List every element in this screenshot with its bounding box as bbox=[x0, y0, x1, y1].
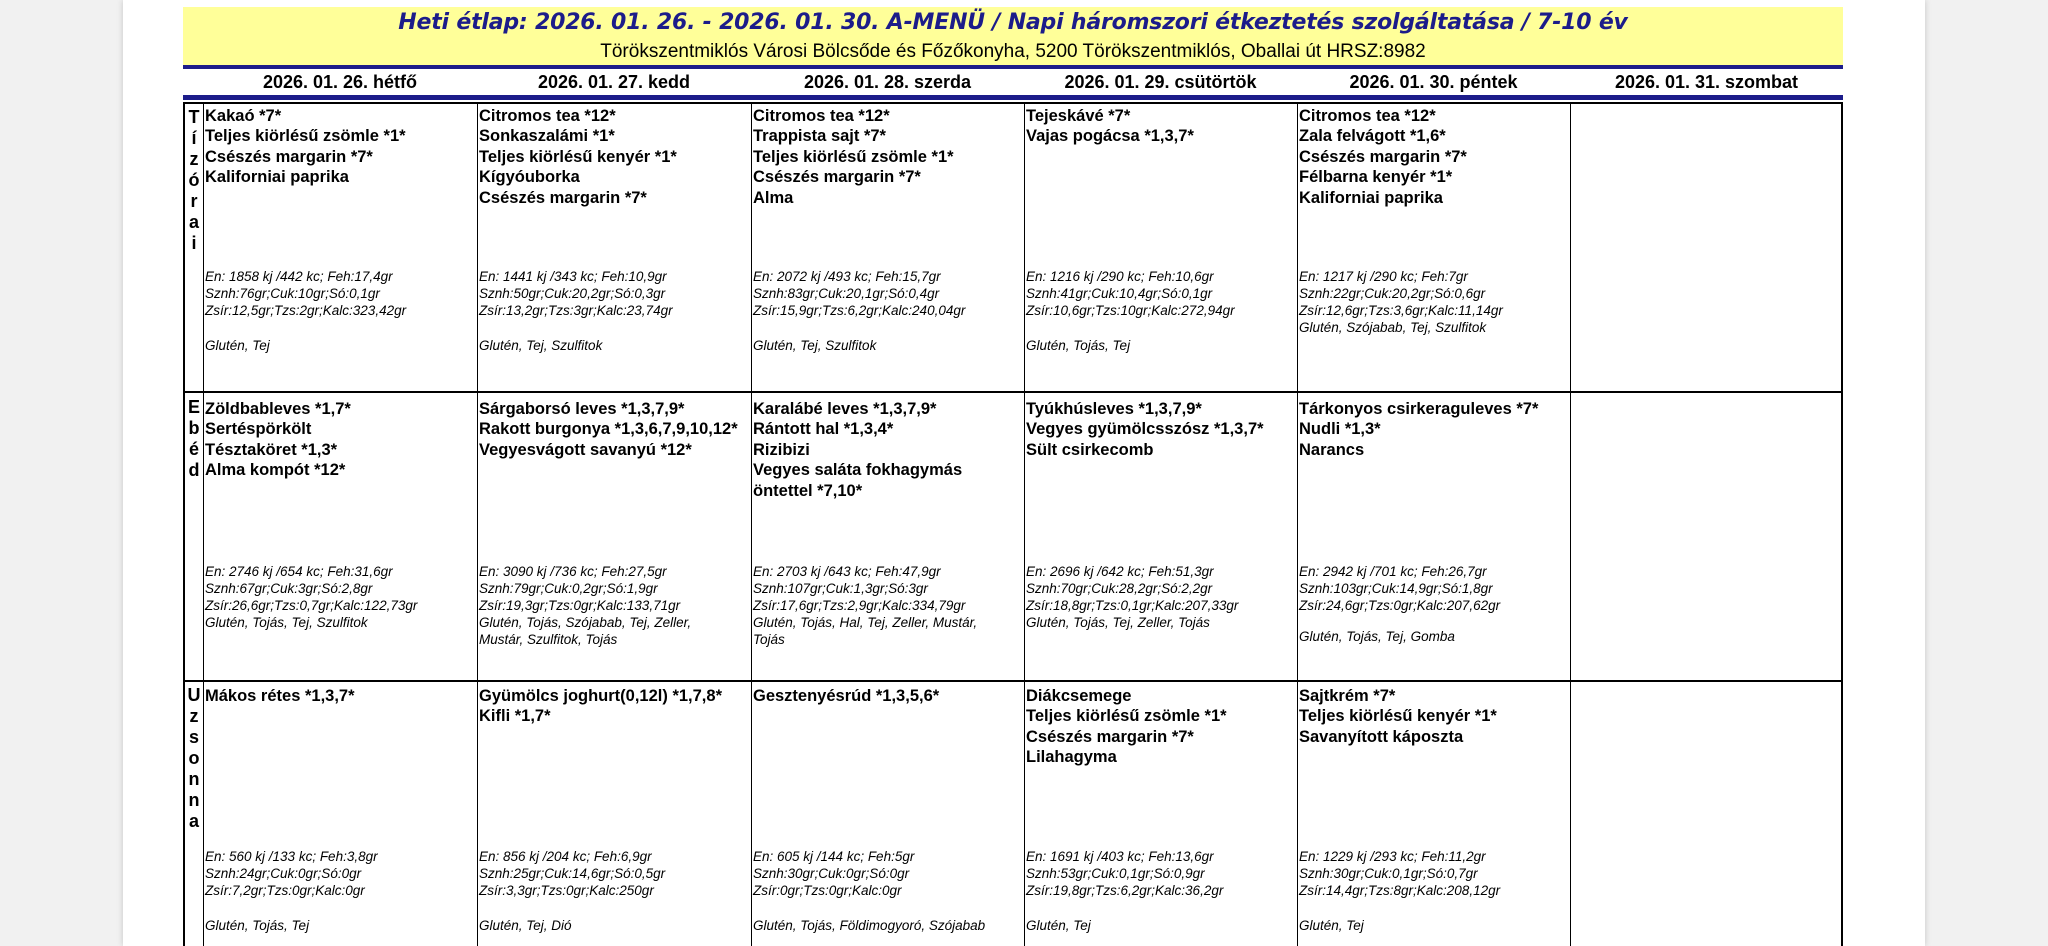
meal-items bbox=[479, 399, 749, 460]
meal-item: Rizibizi bbox=[753, 440, 810, 459]
header-rule-top bbox=[183, 65, 1843, 69]
meal-item: Zala felvágott *1,6* bbox=[1299, 127, 1446, 146]
allergen-info: Glutén, Tojás, Hal, Tej, Zeller, Mustár, Tojás bbox=[753, 615, 978, 647]
allergen-info: Glutén, Tojás, Tej, Szulfitok bbox=[205, 615, 368, 630]
day-header: 2026. 01. 28. szerda bbox=[803, 72, 972, 92]
meal-item: Tésztaköret *1,3* bbox=[205, 440, 338, 459]
menu-cell bbox=[753, 686, 1023, 933]
meal-item: Sült csirkecomb bbox=[1026, 440, 1154, 459]
meal-item: Teljes kiörlésű zsömle *1* bbox=[1026, 707, 1227, 726]
nutrition-info: En: 1217 kj /290 kc; Feh:7gr Sznh:22gr;Cuk:20,2gr;Só:0,6gr Zsír:12,6gr;Tzs:3,6gr;Kalc:11,14gr bbox=[1299, 269, 1503, 318]
meal-items bbox=[479, 686, 749, 727]
meal-item: Rántott hal *1,3,4* bbox=[753, 420, 894, 439]
meal-label-tizorai: T í z ó r a i bbox=[188, 107, 200, 253]
day-header: 2026. 01. 26. hétfő bbox=[262, 72, 418, 92]
meal-item: Tejeskávé *7* bbox=[1026, 107, 1131, 125]
allergen-info: Glutén, Tojás, Tej, Zeller, Tojás bbox=[1026, 615, 1210, 630]
menu-cell bbox=[1299, 686, 1569, 933]
menu-cell bbox=[205, 686, 475, 933]
meal-items bbox=[753, 686, 1023, 706]
meal-item: Teljes kiörlésű zsömle *1* bbox=[205, 127, 406, 146]
meal-item: Mákos rétes *1,3,7* bbox=[205, 687, 355, 705]
meal-item: Kígyóuborka bbox=[479, 168, 580, 187]
allergen-info: Glutén, Tej bbox=[1026, 918, 1091, 933]
menu-cell bbox=[1299, 106, 1569, 335]
allergen-info: Glutén, Tej bbox=[1299, 918, 1364, 933]
meal-item: Savanyított káposzta bbox=[1299, 727, 1464, 746]
meal-item: Teljes kiörlésű zsömle *1* bbox=[753, 147, 954, 166]
meal-item: Karalábé leves *1,3,7,9* bbox=[753, 400, 937, 418]
meal-items bbox=[1026, 106, 1296, 147]
meal-item: Citromos tea *12* bbox=[479, 107, 616, 125]
meal-items bbox=[205, 686, 475, 706]
meal-item: Trappista sajt *7* bbox=[753, 127, 886, 146]
meal-item: Csészés margarin *7* bbox=[205, 147, 373, 166]
meal-items bbox=[1299, 686, 1569, 747]
meal-item: Csészés margarin *7* bbox=[753, 168, 921, 187]
meal-items bbox=[1026, 686, 1296, 768]
nutrition-info: En: 2703 kj /643 kc; Feh:47,9gr Sznh:107gr;Cuk:1,3gr;Só:3gr Zsír:17,6gr;Tzs:2,9gr;Kalc:334,79gr bbox=[753, 564, 966, 613]
meal-item: Tyúkhúsleves *1,3,7,9* bbox=[1026, 400, 1202, 418]
meal-item: Tárkonyos csirkeraguleves *7* bbox=[1299, 400, 1539, 418]
meal-items bbox=[479, 106, 749, 208]
nutrition-info: En: 2072 kj /493 kc; Feh:15,7gr Sznh:83gr;Cuk:20,1gr;Só:0,4gr Zsír:15,9gr;Tzs:6,2gr;Kalc:240,04gr bbox=[753, 269, 966, 318]
row-divider bbox=[183, 680, 1843, 682]
menu-cell bbox=[1299, 399, 1569, 644]
allergen-info: Glutén, Tej, Dió bbox=[479, 918, 572, 933]
meal-label-ebed: E b é d bbox=[187, 397, 200, 480]
meal-item: Gyümölcs joghurt(0,12l) *1,7,8* bbox=[479, 687, 722, 705]
meal-item: Sonkaszalámi *1* bbox=[479, 127, 615, 146]
nutrition-info: En: 1858 kj /442 kc; Feh:17,4gr Sznh:76gr;Cuk:10gr;Só:0,1gr Zsír:12,5gr;Tzs:2gr;Kalc:323,42gr bbox=[205, 269, 407, 318]
allergen-info: Glutén, Tej bbox=[205, 338, 270, 353]
nutrition-info: En: 1229 kj /293 kc; Feh:11,2gr Sznh:30gr;Cuk:0,1gr;Só:0,7gr Zsír:14,4gr;Tzs:8gr;Kalc:208,12gr bbox=[1299, 849, 1501, 898]
allergen-info: Glutén, Tojás, Földimogyoró, Szójabab bbox=[753, 918, 986, 933]
meal-items bbox=[1299, 106, 1569, 208]
column-divider bbox=[203, 102, 204, 946]
meal-item: Sertéspörkölt bbox=[205, 420, 312, 439]
meal-item: Félbarna kenyér *1* bbox=[1299, 168, 1453, 187]
meal-item: Nudli *1,3* bbox=[1299, 420, 1381, 439]
meal-item: Csészés margarin *7* bbox=[1026, 727, 1194, 746]
meal-item: Citromos tea *12* bbox=[753, 107, 890, 125]
meal-item: Sárgaborsó leves *1,3,7,9* bbox=[479, 400, 685, 418]
header-rule-bottom bbox=[183, 95, 1843, 100]
nutrition-info: En: 560 kj /133 kc; Feh:3,8gr Sznh:24gr;Cuk:0gr;Só:0gr Zsír:7,2gr;Tzs:0gr;Kalc:0gr bbox=[205, 849, 378, 898]
allergen-info: Glutén, Tojás, Tej, Gomba bbox=[1299, 629, 1455, 644]
meal-item: Zöldbableves *1,7* bbox=[205, 400, 351, 418]
meal-item: Citromos tea *12* bbox=[1299, 107, 1436, 125]
meal-item: Gesztenyésrúd *1,3,5,6* bbox=[753, 687, 940, 705]
menu-cell bbox=[479, 686, 749, 933]
column-divider bbox=[1297, 102, 1298, 946]
meal-item: Vegyes gyümölcsszósz *1,3,7* bbox=[1026, 420, 1264, 439]
meal-item: Kifli *1,7* bbox=[479, 707, 551, 726]
menu-title: Heti étlap: 2026. 01. 26. - 2026. 01. 30. A-MENÜ / Napi háromszori étkeztetés szolgáltatása / 7-10 év bbox=[398, 10, 1628, 35]
meal-items bbox=[1026, 399, 1296, 460]
meal-items bbox=[1299, 399, 1569, 460]
nutrition-info: En: 2942 kj /701 kc; Feh:26,7gr Sznh:103gr;Cuk:14,9gr;Só:1,8gr Zsír:24,6gr;Tzs:0gr;Kalc:207,62gr bbox=[1299, 564, 1501, 613]
meal-item: Vegyesvágott savanyú *12* bbox=[479, 440, 692, 459]
meal-item: Csészés margarin *7* bbox=[479, 188, 647, 207]
meal-item: Sajtkrém *7* bbox=[1299, 687, 1396, 705]
meal-items bbox=[205, 399, 475, 481]
allergen-info: Glutén, Tojás, Tej bbox=[205, 918, 310, 933]
menu-cell bbox=[1026, 106, 1296, 353]
meal-item: Kaliforniai paprika bbox=[1299, 188, 1443, 207]
allergen-info: Glutén, Tojás, Szójabab, Tej, Zeller, Mustár, Szulfitok, Tojás bbox=[479, 615, 692, 647]
meal-item: Alma bbox=[753, 188, 794, 207]
menu-cell bbox=[1026, 399, 1296, 630]
menu-cell bbox=[1026, 686, 1296, 933]
allergen-info: Glutén, Tej, Szulfitok bbox=[479, 338, 603, 353]
allergen-info: Glutén, Tej, Szulfitok bbox=[753, 338, 877, 353]
nutrition-info: En: 3090 kj /736 kc; Feh:27,5gr Sznh:79gr;Cuk:0,2gr;Só:1,9gr Zsír:19,3gr;Tzs:0gr;Kalc:133,71gr bbox=[479, 564, 681, 613]
day-header: 2026. 01. 29. csütörtök bbox=[1064, 72, 1257, 92]
meal-item: Vegyes saláta fokhagymás bbox=[753, 461, 963, 480]
menu-cell bbox=[479, 399, 749, 647]
day-header: 2026. 01. 30. péntek bbox=[1349, 72, 1518, 92]
meal-item: Kaliforniai paprika bbox=[205, 168, 349, 187]
meal-items bbox=[753, 399, 1023, 501]
nutrition-info: En: 1441 kj /343 kc; Feh:10,9gr Sznh:50gr;Cuk:20,2gr;Só:0,3gr Zsír:13,2gr;Tzs:3gr;Kalc:23,74gr bbox=[479, 269, 673, 318]
meal-item: Narancs bbox=[1299, 440, 1365, 459]
meal-item: öntettel *7,10* bbox=[753, 481, 863, 500]
meal-item: Vajas pogácsa *1,3,7* bbox=[1026, 127, 1194, 146]
meal-items bbox=[205, 106, 475, 188]
column-divider bbox=[1570, 102, 1571, 946]
meal-items bbox=[753, 106, 1023, 208]
meal-item: Rakott burgonya *1,3,6,7,9,10,12* bbox=[479, 420, 738, 439]
menu-cell bbox=[753, 106, 1023, 353]
day-header: 2026. 01. 27. kedd bbox=[537, 72, 691, 92]
menu-grid bbox=[183, 102, 1843, 946]
meal-item: Kakaó *7* bbox=[205, 107, 282, 125]
allergen-info: Glutén, Szójabab, Tej, Szulfitok bbox=[1299, 320, 1487, 335]
day-header: 2026. 01. 31. szombat bbox=[1614, 72, 1799, 92]
menu-cell bbox=[479, 106, 749, 353]
row-divider bbox=[183, 391, 1843, 393]
menu-cell bbox=[753, 399, 1023, 647]
nutrition-info: En: 1691 kj /403 kc; Feh:13,6gr Sznh:53gr;Cuk:0,1gr;Só:0,9gr Zsír:19,8gr;Tzs:6,2gr;Kalc:36,2gr bbox=[1026, 849, 1224, 898]
allergen-info: Glutén, Tojás, Tej bbox=[1026, 338, 1131, 353]
nutrition-info: En: 856 kj /204 kc; Feh:6,9gr Sznh:25gr;Cuk:14,6gr;Só:0,5gr Zsír:3,3gr;Tzs:0gr;Kalc:250gr bbox=[479, 849, 666, 898]
column-divider bbox=[1024, 102, 1025, 946]
nutrition-info: En: 2696 kj /642 kc; Feh:51,3gr Sznh:70gr;Cuk:28,2gr;Só:2,2gr Zsír:18,8gr;Tzs:0,1gr;Kalc:207,33gr bbox=[1026, 564, 1239, 613]
meal-item: Alma kompót *12* bbox=[205, 461, 346, 480]
meal-item: Lilahagyma bbox=[1026, 748, 1117, 767]
meal-label-uzsonna: U z s o n n a bbox=[187, 685, 201, 831]
menu-subtitle: Törökszentmiklós Városi Bölcsőde és Főzőkonyha, 5200 Törökszentmiklós, Oballai út HRSZ:8982 bbox=[600, 41, 1426, 62]
nutrition-info: En: 2746 kj /654 kc; Feh:31,6gr Sznh:67gr;Cuk:3gr;Só:2,8gr Zsír:26,6gr;Tzs:0,7gr;Kalc:122,73gr bbox=[205, 564, 418, 613]
menu-cell bbox=[205, 106, 475, 353]
meal-item: Teljes kiörlésű kenyér *1* bbox=[1299, 707, 1497, 726]
column-divider bbox=[477, 102, 478, 946]
meal-item: Csészés margarin *7* bbox=[1299, 147, 1467, 166]
meal-item: Diákcsemege bbox=[1026, 687, 1132, 705]
nutrition-info: En: 605 kj /144 kc; Feh:5gr Sznh:30gr;Cuk:0gr;Só:0gr Zsír:0gr;Tzs:0gr;Kalc:0gr bbox=[753, 849, 915, 898]
menu-cell bbox=[205, 399, 475, 630]
column-divider bbox=[751, 102, 752, 946]
meal-item: Teljes kiörlésű kenyér *1* bbox=[479, 147, 677, 166]
nutrition-info: En: 1216 kj /290 kc; Feh:10,6gr Sznh:41gr;Cuk:10,4gr;Só:0,1gr Zsír:10,6gr;Tzs:10gr;Kalc:272,94gr bbox=[1026, 269, 1235, 318]
